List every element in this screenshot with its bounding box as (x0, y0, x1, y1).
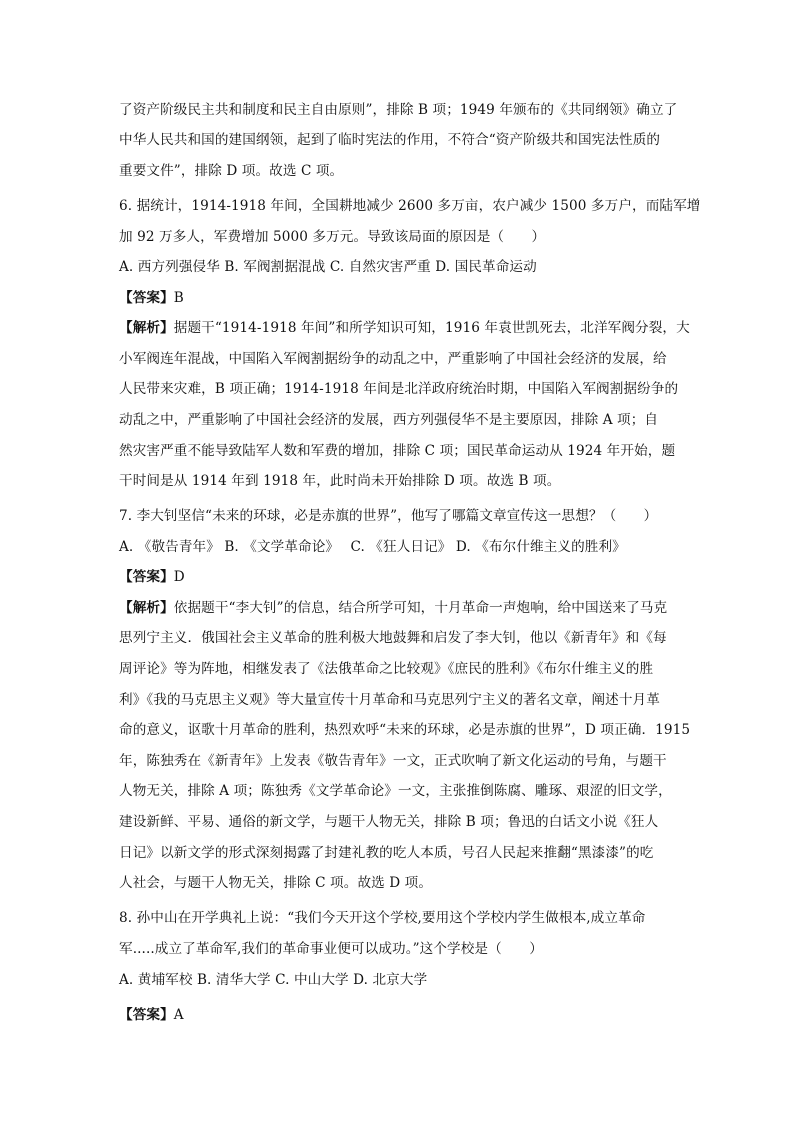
text-line: 年，陈独秀在《新青年》上发表《敬告青年》一文，正式吹响了新文化运动的号角，与题干 (119, 753, 667, 769)
question-6-line: 加 92 万多人，军费增加 5000 多万元。导致该局面的原因是（ ） (119, 229, 546, 245)
answer-line (119, 567, 679, 587)
text-line: 中华人民共和国的建国纲领，起到了临时宪法的作用，不符合“资产阶级共和国宪法性质的 (119, 132, 661, 148)
text-line: 人物无关，排除 A 项；陈独秀《文学革命论》一文，主张推倒陈腐、雕琢、艰涩的旧文学， (119, 783, 672, 799)
text-line: 然灾害严重不能导致陆军人数和军费的增加，排除 C 项；国民革命运动从 1924 年开始，题 (119, 443, 676, 459)
text-line: 重要文件”，排除 D 项。故选 C 项。 (119, 163, 344, 179)
answer-value: B (173, 290, 184, 306)
question-7-options: A. 《敬告青年》 B. 《文学革命论》 C. 《狂人日记》 D. 《布尔什维主义的胜利》 (119, 539, 626, 555)
text-line: 干时间是从 1914 年到 1918 年，此时尚未开始排除 D 项。故选 B 项。 (119, 473, 561, 489)
text-line: 人民带来灾难，B 项正确；1914-1918 年间是北洋政府统治时期，中国陷入军阀割据纷争的 (119, 381, 679, 397)
text-line: 思列宁主义．俄国社会主义革命的胜利极大地鼓舞和启发了李大钊，他以《新青年》和《每 (119, 630, 667, 646)
question-8-options: A. 黄埔军校 B. 清华大学 C. 中山大学 D. 北京大学 (119, 972, 428, 988)
question-7-line: 7. 李大钊坚信“未来的环球，必是赤旗的世界”，他写了哪篇文章宣传这一思想？（ ） (119, 508, 658, 524)
text-line: 了资产阶级民主共和制度和民主自由原则”，排除 B 项；1949 年颁布的《共同纲领》确立了 (119, 102, 678, 118)
question-8-line: 军.....成立了革命军,我们的革命事业便可以成功。”这个学校是（ ） (119, 941, 543, 957)
answer-tag: 【答案】 (119, 1007, 174, 1023)
analysis-line: 【解析】据题干“1914-1918 年间”和所学知识可知，1916 年袁世凯死去，北洋军阀分裂，大 (119, 320, 690, 336)
question-8-line: 8. 孙中山在开学典礼上说：“我们今天开这个学校,要用这个学校内学生做根本,成立革命 (119, 910, 646, 926)
text-line: 日记》以新文学的形式深刻揭露了封建礼教的吃人本质，号召人民起来推翻“黑漆漆”的吃 (119, 845, 654, 861)
text-line: 利》《我的马克思主义观》等大量宣传十月革命和马克思列宁主义的著名文章，阐述十月革 (119, 692, 660, 708)
answer-line (119, 288, 679, 308)
question-6-line: 6. 据统计，1914-1918 年间，全国耕地减少 2600 多万亩，农户减少 1500 多万户，而陆军增 (119, 198, 701, 214)
text-line: 命的意义，讴歌十月革命的胜利，热烈欢呼“未来的环球，必是赤旗的世界”，D 项正确．1915 (119, 722, 691, 738)
answer-tag: 【答案】 (119, 569, 174, 585)
text-line: 人社会，与题干人物无关，排除 C 项。故选 D 项。 (119, 875, 433, 891)
text-line: 建设新鲜、平易、通俗的新文学，与题干人物无关，排除 B 项；鲁迅的白话文小说《狂人 (119, 814, 659, 830)
answer-tag: 【答案】 (119, 290, 174, 306)
answer-line (119, 1005, 679, 1025)
answer-value: A (173, 1007, 184, 1023)
text-line: 动乱之中，严重影响了中国社会经济的发展，西方列强侵华不是主要原因，排除 A 项；自 (119, 412, 659, 428)
text-line: 小军阀连年混战，中国陷入军阀割据纷争的动乱之中，严重影响了中国社会经济的发展，给 (119, 351, 667, 367)
analysis-line: 【解析】依据题干“李大钊”的信息，结合所学可知，十月革命一声炮响，给中国送来了马克 (119, 600, 668, 616)
analysis-tag: 【解析】 (119, 600, 174, 616)
text-line: 周评论》等为阵地，相继发表了《法俄革命之比较观》《庶民的胜利》《布尔什维主义的胜 (119, 661, 654, 677)
analysis-tag: 【解析】 (119, 320, 174, 336)
answer-value: D (173, 569, 185, 585)
question-6-options: A. 西方列强侵华 B. 军阀割据混战 C. 自然灾害严重 D. 国民革命运动 (119, 259, 537, 275)
